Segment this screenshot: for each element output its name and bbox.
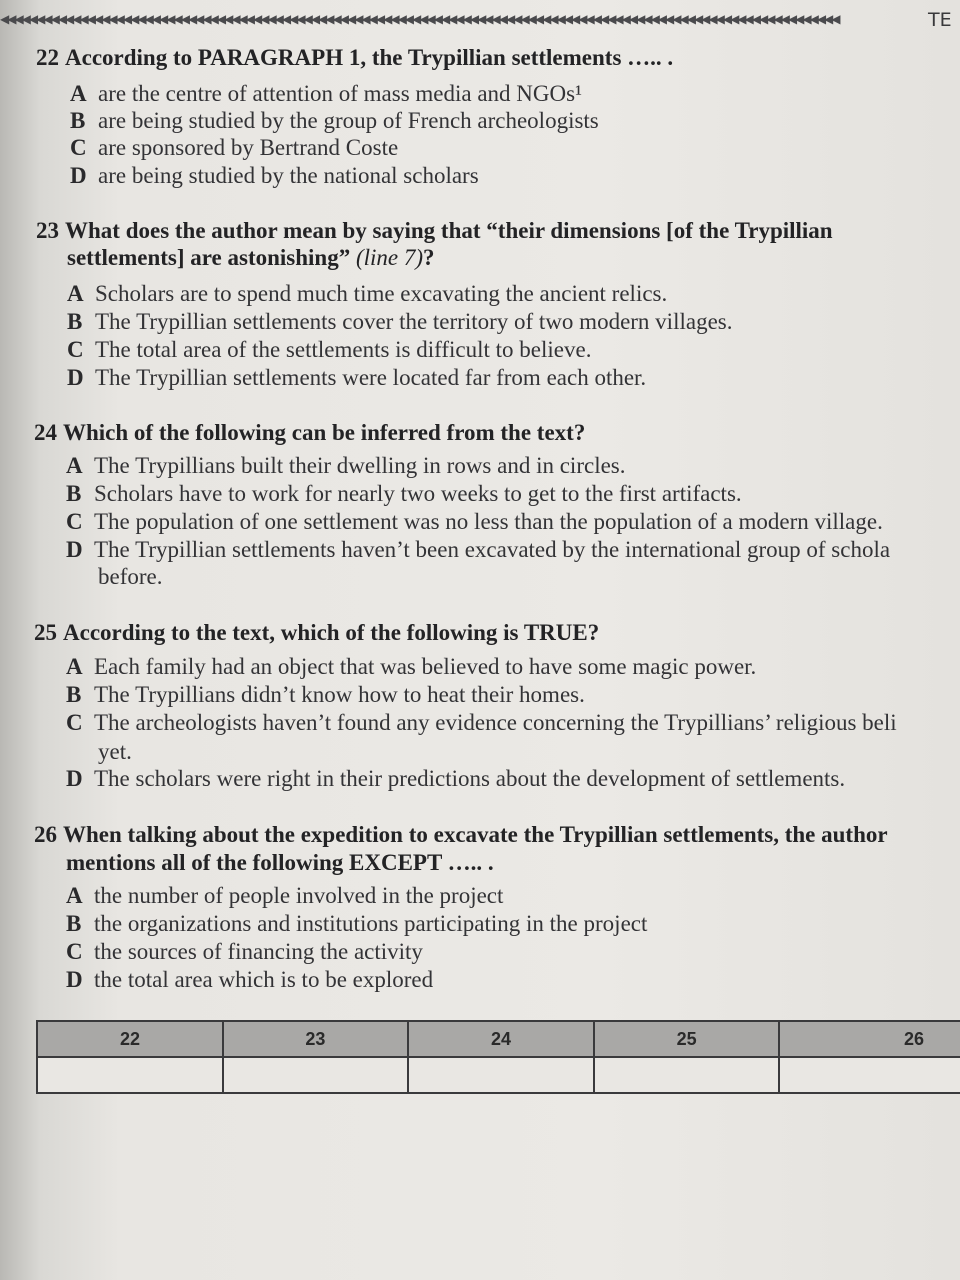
option-letter: A bbox=[66, 883, 83, 908]
option-c-continuation: yet. bbox=[98, 739, 132, 764]
option-letter: C bbox=[66, 710, 83, 735]
option-text: the total area which is to be explored bbox=[94, 967, 434, 992]
option-letter: A bbox=[67, 281, 84, 306]
option-letter: D bbox=[66, 537, 83, 562]
option-text: are being studied by the group of French archeologists bbox=[98, 108, 599, 133]
option-text: Each family had an object that was believed to have some magic power. bbox=[94, 654, 757, 679]
arrow-border-decoration: ◀◀◀◀◀◀◀◀◀◀◀◀◀◀◀◀◀◀◀◀◀◀◀◀◀◀◀◀◀◀◀◀◀◀◀◀◀◀◀◀◀◀◀◀◀◀◀◀◀◀◀◀◀◀◀◀◀◀◀◀◀◀◀◀◀◀◀◀◀◀◀◀◀◀◀◀◀◀◀◀◀◀◀◀◀◀◀◀◀◀◀◀◀◀◀◀◀◀◀◀◀◀◀◀◀◀◀◀◀◀◀◀◀◀◀◀ bbox=[0, 12, 839, 26]
option-text: The scholars were right in their predictions about the development of settlements. bbox=[94, 766, 846, 791]
question-number: 26 bbox=[34, 822, 57, 847]
option-letter: B bbox=[66, 911, 82, 936]
option-text: The Trypillians didn’t know how to heat their homes. bbox=[94, 682, 585, 707]
option-text: the organizations and institutions participating in the project bbox=[94, 911, 648, 936]
option-letter: C bbox=[70, 135, 87, 160]
question-text: When talking about the expedition to excavate the Trypillian settlements, the author bbox=[63, 822, 888, 847]
option-letter: D bbox=[66, 967, 83, 992]
option-letter: C bbox=[67, 337, 84, 362]
line-reference: (line 7) bbox=[355, 245, 424, 270]
answer-header-26: 26 bbox=[779, 1021, 960, 1057]
option-text: are sponsored by Bertrand Coste bbox=[98, 135, 399, 160]
answer-cell-22[interactable] bbox=[37, 1057, 223, 1093]
question-text-line2: settlements] are astonishing” bbox=[67, 245, 351, 270]
option-letter: B bbox=[66, 481, 82, 506]
option-text: the sources of financing the activity bbox=[94, 939, 423, 964]
option-letter: B bbox=[70, 108, 86, 133]
answer-header-23: 23 bbox=[223, 1021, 409, 1057]
option-letter: D bbox=[67, 365, 84, 390]
option-d-continuation: before. bbox=[98, 564, 163, 589]
answer-table-answer-row bbox=[37, 1057, 960, 1093]
answer-table bbox=[36, 1020, 960, 1094]
option-letter: C bbox=[66, 939, 83, 964]
question-text: According to the text, which of the following is TRUE? bbox=[63, 620, 600, 645]
answer-cell-24[interactable] bbox=[408, 1057, 594, 1093]
question-number: 25 bbox=[34, 620, 57, 645]
question-mark: ? bbox=[423, 245, 435, 270]
answer-cell-23[interactable] bbox=[223, 1057, 409, 1093]
header-label: TE bbox=[928, 9, 952, 31]
question-number: 22 bbox=[36, 45, 59, 70]
option-letter: A bbox=[66, 654, 83, 679]
option-text: The population of one settlement was no less than the population of a modern village. bbox=[94, 509, 883, 534]
answer-cell-25[interactable] bbox=[594, 1057, 780, 1093]
answer-header-24: 24 bbox=[408, 1021, 594, 1057]
question-text: According to PARAGRAPH 1, the Trypillian settlements ….. . bbox=[65, 45, 674, 70]
question-number: 24 bbox=[34, 420, 57, 445]
option-text: are being studied by the national scholars bbox=[98, 163, 479, 188]
answer-header-22: 22 bbox=[37, 1021, 223, 1057]
answer-table-header-row bbox=[37, 1021, 960, 1057]
option-letter: B bbox=[67, 309, 83, 334]
question-number: 23 bbox=[36, 218, 59, 243]
option-letter: C bbox=[66, 509, 83, 534]
question-text: What does the author mean by saying that “their dimensions [of the Trypillian bbox=[65, 218, 833, 243]
option-letter: A bbox=[70, 81, 87, 106]
option-letter: A bbox=[66, 453, 83, 478]
option-text: The archeologists haven’t found any evidence concerning the Trypillians’ religious beli bbox=[94, 710, 897, 735]
option-letter: D bbox=[66, 766, 83, 791]
option-text: are the centre of attention of mass media and NGOs¹ bbox=[98, 81, 582, 106]
option-text: Scholars are to spend much time excavating the ancient relics. bbox=[95, 281, 668, 306]
option-text: Scholars have to work for nearly two weeks to get to the first artifacts. bbox=[94, 481, 742, 506]
option-text: The Trypillian settlements were located far from each other. bbox=[95, 365, 647, 390]
option-letter: B bbox=[66, 682, 82, 707]
question-text: Which of the following can be inferred from the text? bbox=[63, 420, 586, 445]
option-text: The Trypillians built their dwelling in rows and in circles. bbox=[94, 453, 626, 478]
option-letter: D bbox=[70, 163, 87, 188]
option-text: The Trypillian settlements haven’t been excavated by the international group of schola bbox=[94, 537, 891, 562]
option-text: the number of people involved in the project bbox=[94, 883, 504, 908]
answer-cell-26[interactable] bbox=[779, 1057, 960, 1093]
question-stem-line2: mentions all of the following EXCEPT ….. . bbox=[66, 850, 494, 875]
answer-header-25: 25 bbox=[594, 1021, 780, 1057]
option-text: The Trypillian settlements cover the territory of two modern villages. bbox=[95, 309, 733, 334]
option-text: The total area of the settlements is difficult to believe. bbox=[95, 337, 592, 362]
